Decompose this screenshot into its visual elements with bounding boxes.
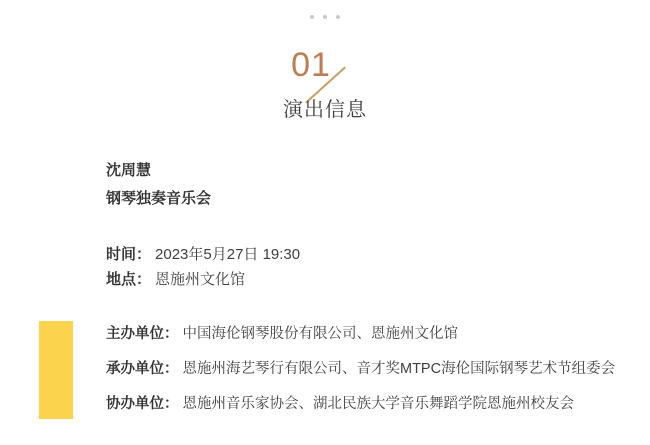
dot-icon [310, 15, 314, 19]
location-value: 恩施州文化馆 [155, 271, 246, 288]
coorganizer-value: 恩施州音乐家协会、湖北民族大学音乐舞蹈学院恩施州校友会 [182, 396, 574, 412]
highlight-bar [39, 321, 73, 419]
undertaker-label: 承办单位： [106, 361, 179, 377]
section-title: 演出信息 [283, 99, 367, 121]
performer-name: 沈周慧 [106, 162, 152, 179]
dot-icon [323, 15, 327, 19]
undertaker-value: 恩施州海艺琴行有限公司、音才奖MTPC海伦国际钢琴艺术节组委会 [182, 361, 616, 377]
ellipsis-dots-icon [0, 15, 650, 19]
location-label: 地点： [106, 271, 152, 288]
organizer-host [106, 327, 615, 342]
host-value: 中国海伦钢琴股份有限公司、恩施州文化馆 [182, 326, 458, 342]
time-value: 2023年5月27日 19:30 [155, 246, 301, 263]
detail-time [106, 247, 300, 262]
dot-icon [336, 15, 340, 19]
host-label: 主办单位： [106, 326, 179, 342]
performer-block [106, 163, 211, 219]
section-number-row [0, 48, 650, 82]
organizer-undertaker [106, 362, 615, 377]
section-number: 01 [291, 46, 331, 84]
organizers-block [106, 327, 615, 432]
event-title: 钢琴独奏音乐会 [106, 190, 212, 207]
event-details [106, 247, 300, 297]
coorganizer-label: 协办单位： [106, 396, 179, 412]
time-label: 时间： [106, 246, 152, 263]
organizer-coorganizer [106, 397, 615, 412]
detail-location [106, 272, 300, 287]
